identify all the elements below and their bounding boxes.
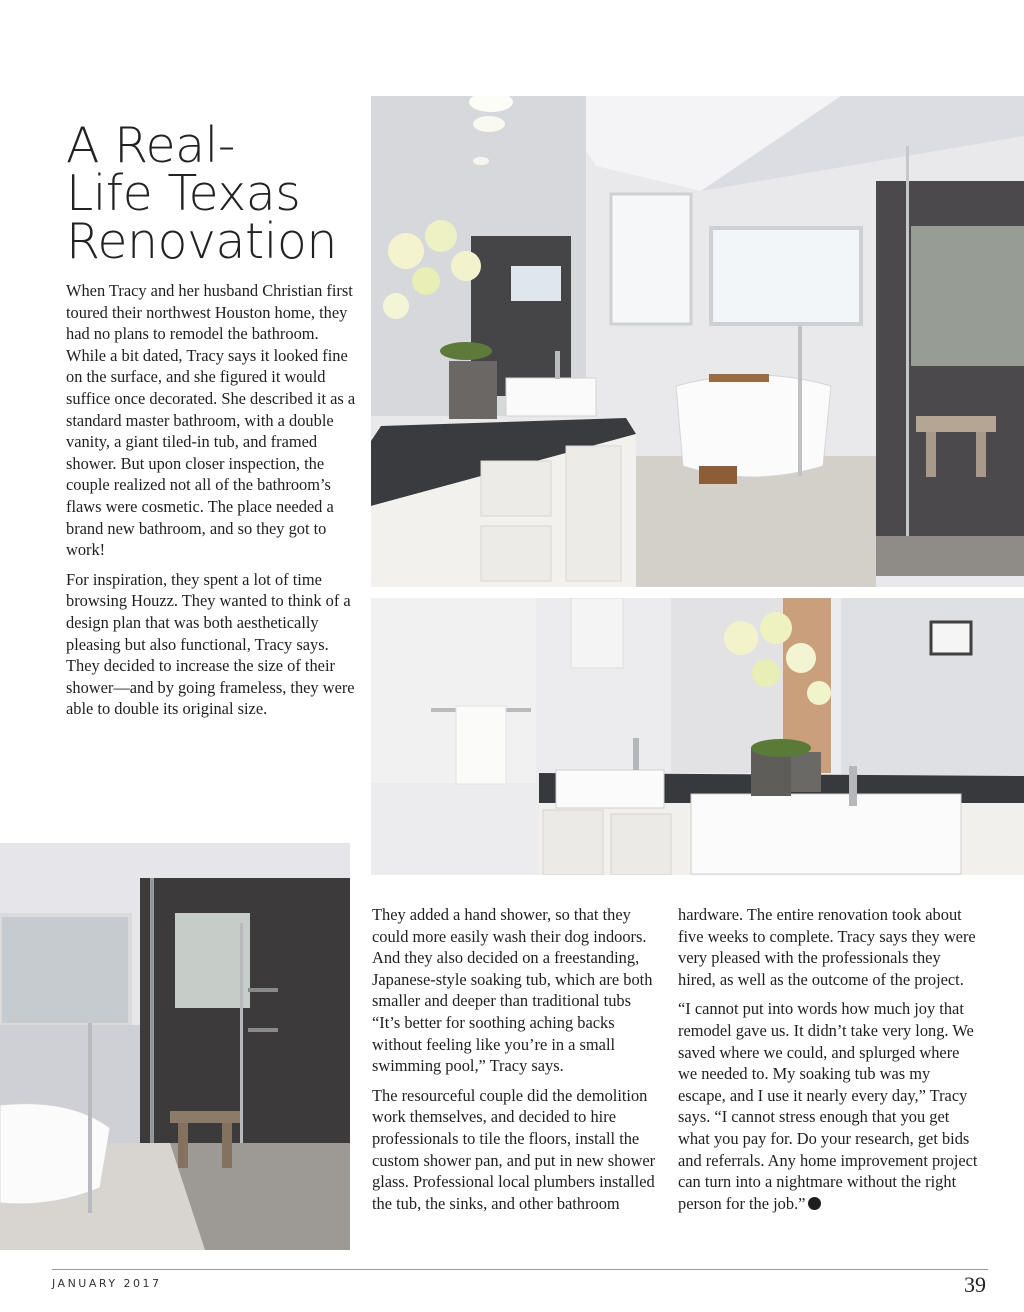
- middle-column: [372, 904, 662, 1222]
- middle-paragraph-2: The resourceful couple did the demolition work themselves, and decided to hire professionals to tile the floors, install the custom shower pan, and put in new shower glass. Professional local plumbers installed the tub, the sinks, and other bathroom: [372, 1085, 656, 1213]
- intro-paragraph-1: When Tracy and her husband Christian first toured their northwest Houston home, they had no plans to remodel the bathroom. While a bit dated, Tracy says it looked fine on the surface, and she figured it would suffice once decorated. She described it as a standard master bathroom, with a double vanity, a giant tiled-in tub, and framed shower. But upon closer inspection, the couple realized not all of the bathroom’s flaws were cosmetic. The place needed a brand new bathroom, and so they got to work!: [66, 281, 356, 560]
- intro-paragraph-2: For inspiration, they spent a lot of time browsing Houzz. They wanted to think of a design plan that was both aesthetically pleasing but also functional, Tracy says. They decided to increase the size of their shower—and by going frameless, they were able to double its original size.: [66, 569, 355, 719]
- title-line-3: Renovation: [66, 213, 337, 270]
- photo-bathroom-vanity-tub: [371, 96, 1024, 587]
- intro-column: [66, 280, 358, 728]
- footer-divider: [52, 1269, 988, 1270]
- right-paragraph-2-text: “I cannot put into words how much joy that remodel gave us. It didn’t take very long. We saved where we could, and splurged where we needed to. My soaking tub was my escape, and I use it nearly every day,” Tracy says. “I cannot stress enough that you get what you pay for. Do your research, get bids and referrals. Any home improvement project can turn into a nightmare without the right person for the job.”: [678, 999, 978, 1213]
- title-line-2: Life Texas: [66, 165, 301, 222]
- middle-paragraph-1: They added a hand shower, so that they could more easily wash their dog indoors. And they also decided on a freestanding, Japanese-style soaking tub, which are both smaller and deeper than traditional tubs “It’s better for soothing aching backs without feeling like you’re in a small swimming pool,” Tracy says.: [372, 905, 653, 1076]
- right-column: [678, 904, 978, 1222]
- right-paragraph-2: [678, 998, 978, 1214]
- photo-shower-and-tub: [0, 843, 350, 1250]
- footer-issue-date: JANUARY 2017: [52, 1277, 162, 1290]
- title-line-1: A Real-: [66, 117, 235, 174]
- page-number: 39: [964, 1272, 986, 1297]
- right-paragraph-1: hardware. The entire renovation took about five weeks to complete. Tracy says they were very pleased with the professionals they hired, as well as the outcome of the project.: [678, 905, 976, 989]
- article-title: [66, 117, 366, 270]
- end-of-article-icon: [808, 1197, 821, 1210]
- photo-vanity-sinks: [371, 598, 1024, 875]
